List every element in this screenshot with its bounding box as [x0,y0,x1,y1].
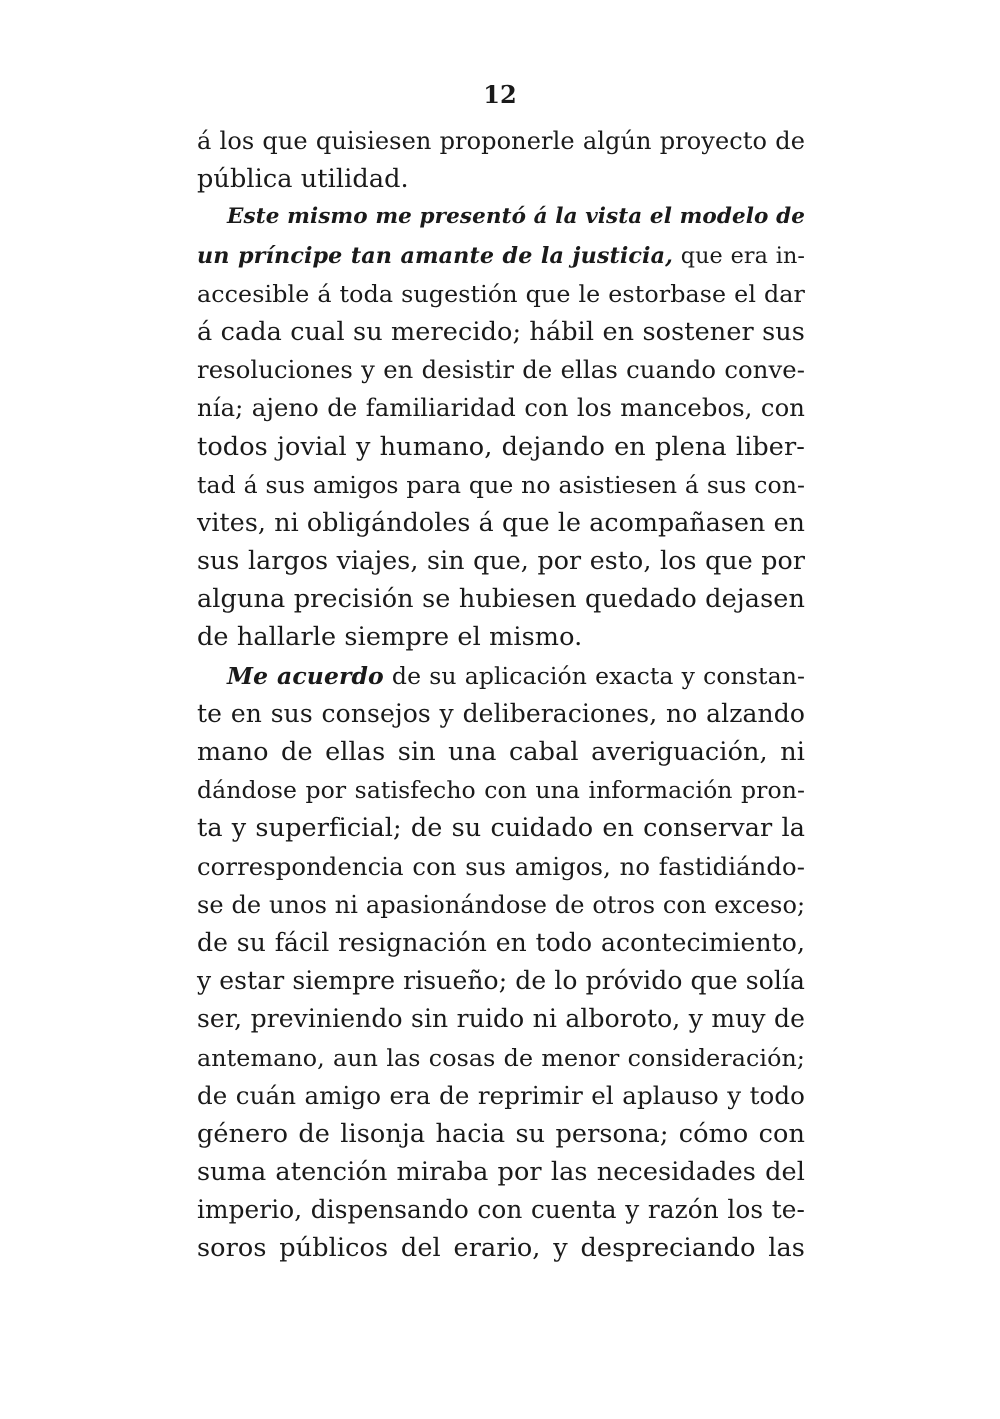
text-line: de cuán amigo era de reprimir el aplauso y todo [197,1080,805,1110]
text-line: á cada cual su merecido; hábil en sostener sus [197,316,805,347]
text-line: alguna precisión se hubiesen quedado dejasen [197,584,805,615]
text-line: Me acuerdo de su aplicación exacta y constan- [227,661,805,690]
text-line: de su fácil resignación en todo acontecimiento, [197,927,805,957]
text-line: género de lisonja hacia su persona; cómo con [197,1118,805,1149]
text-line: sus largos viajes, sin que, por esto, los que por [197,546,805,576]
text-line: pública utilidad. [197,164,409,195]
body-text [197,122,805,1268]
text-line: resoluciones y en desistir de ellas cuando conve- [197,355,805,385]
text-line: te en sus consejos y deliberaciones, no alzando [197,698,805,728]
text-line: y estar siempre risueño; de lo próvido que solía [197,966,806,996]
text-line: mano de ellas sin una cabal averiguación, ni [197,737,805,767]
text-line: vites, ni obligándoles á que le acompañasen en [197,507,805,537]
text-line: nía; ajeno de familiaridad con los mancebos, con [197,393,805,423]
text-line: suma atención miraba por las necesidades del [197,1157,805,1188]
text-line: imperio, dispensando con cuenta y razón los te- [197,1195,805,1225]
text-line: soros públicos del erario, y despreciando las [197,1233,805,1264]
italic-text: Me acuerdo [227,661,384,690]
text-line [197,198,805,236]
text-line: ta y superficial; de su cuidado en conservar la [197,813,805,844]
paragraph [197,198,805,656]
text-line: un príncipe tan amante de la justicia, que era in- [197,242,805,269]
paragraph [197,122,805,198]
text-line: de hallarle siempre el mismo. [197,622,583,653]
text-line: antemano, aun las cosas de menor consideración; [197,1043,805,1072]
text-line: correspondencia con sus amigos, no fastidiándo- [197,851,805,881]
italic-text: un príncipe tan amante de la justicia, [197,242,673,269]
paragraph [197,657,805,1268]
text-line: ser, previniendo sin ruido ni alboroto, y muy de [197,1004,805,1034]
text-line: tad á sus amigos para que no asistiesen á sus con- [197,470,805,499]
italic-text: Este mismo me presentó á la vista el modelo de [227,204,805,230]
text-line: accesible á toda sugestión que le estorbase el dar [197,279,805,308]
text-line: todos jovial y humano, dejando en plena liber- [197,431,805,462]
text-line: á los que quisiesen proponerle algún proyecto de [197,127,805,155]
text-line: dándose por satisfecho con una información pron- [197,776,805,805]
text-line: se de unos ni apasionándose de otros con exceso; [197,890,806,919]
page-number: 12 [483,80,517,109]
